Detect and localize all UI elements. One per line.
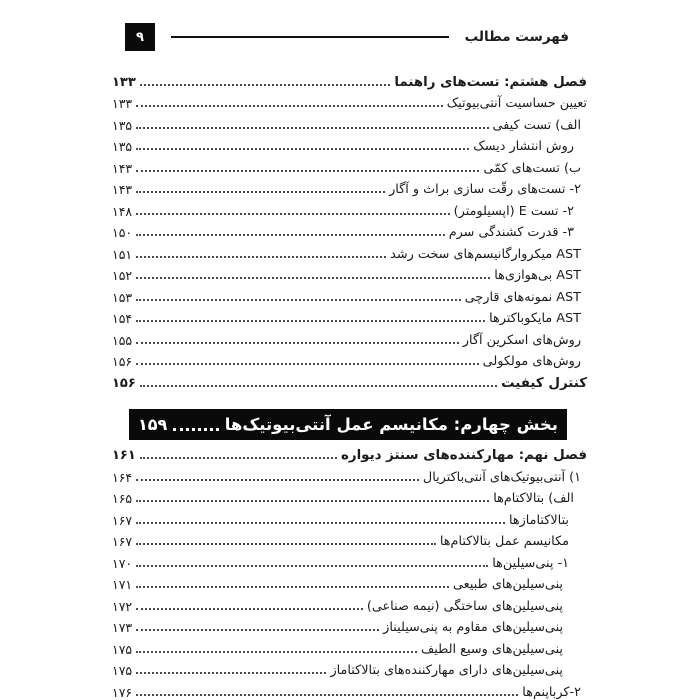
dotted-leader [136,148,469,150]
entry-page-number: ۱۵۳ [112,289,133,305]
entry-page-number: ۱۵۱ [112,246,133,262]
entry-title: فصل هشتم: تست‌های راهنما [394,74,587,90]
toc-block-1 [112,69,587,392]
toc-entry [112,155,587,177]
entry-page-number: ۱۷۰ [112,555,133,571]
toc-entry [112,112,587,134]
dotted-leader [136,500,489,502]
header-rule [171,36,449,39]
dotted-leader [136,543,436,545]
toc-entry [112,134,587,156]
entry-title: پنی‌سیلین‌های طبیعی [453,577,563,592]
toc-entry [112,198,587,220]
toc-entry [112,91,587,113]
toc-entry [112,241,587,263]
dotted-leader [136,651,417,653]
section-banner [129,409,567,440]
entry-title: مکانیسم عمل بتالاکتام‌ها [439,534,569,549]
entry-page-number: ۱۶۷ [112,512,133,528]
entry-title: پنی‌سیلین‌های مقاوم به پنی‌سیلیناز [383,620,563,635]
dotted-leader [173,428,218,431]
entry-page-number: ۱۷۲ [112,598,133,614]
toc-entry [112,593,587,615]
dotted-leader [136,586,449,588]
dotted-leader [136,299,461,301]
entry-page-number: ۱۵۶ [112,375,136,391]
entry-page-number: ۱۷۶ [112,684,133,700]
entry-page-number: ۱۴۳ [112,182,133,197]
toc-entry [112,658,587,680]
dotted-leader [136,672,326,674]
entry-title: الف) بتالاکتام‌ها [493,491,574,506]
toc-entry [112,679,587,700]
entry-title: بتالاکتامازها [508,512,569,528]
dotted-leader [136,522,505,524]
entry-title: ۲-کرباپنم‌ها [522,684,581,700]
entry-title: ۲- تست E (اپسیلومتر) [453,203,574,219]
dotted-leader [136,342,459,344]
dotted-leader [136,191,385,193]
entry-page-number: ۱۷۵ [112,641,133,657]
entry-page-number: ۱۷۳ [112,620,133,635]
entry-title: پنی‌سیلین‌های دارای مهارکننده‌های بتالاکتاماز [330,663,563,678]
toc-entry [112,464,587,486]
toc-entry [112,615,587,637]
toc-entry [112,443,587,465]
entry-page-number: ۱۵۲ [112,268,133,283]
toc-entry [112,529,587,551]
toc-entry [112,370,587,392]
dotted-leader [136,320,485,322]
dotted-leader [136,170,479,172]
entry-title: پنی‌سیلین‌های ساختگی (نیمه صناعی) [366,598,563,614]
entry-title: AST میکروارگانیسم‌های سخت رشد [390,246,581,262]
dotted-leader [136,105,443,107]
dotted-leader [136,608,363,610]
entry-page-number: ۱۵۰ [112,225,133,240]
toc-entry [112,636,587,658]
toc-block-2 [112,443,587,700]
dotted-leader [136,565,488,567]
toc-entry [112,284,587,306]
page-header [112,22,587,52]
dotted-leader [136,277,490,279]
entry-title: AST مایکوباکترها [489,311,581,326]
entry-title: ۱) آنتی‌بیوتیک‌های آنتی‌باکتریال [422,469,581,485]
entry-page-number: ۱۶۴ [112,469,133,485]
entry-page-number: ۱۴۸ [112,203,133,219]
toc-entry [112,220,587,242]
page-number-badge: ۹ [125,23,155,51]
dotted-leader [140,385,497,387]
dotted-leader [136,479,419,481]
toc-entry [112,306,587,328]
dotted-leader [140,84,391,86]
entry-title: الف) تست کیفی [492,117,581,133]
entry-page-number: ۱۳۳ [112,96,133,111]
entry-title: کنترل کیفیت [501,375,587,391]
entry-page-number: ۱۶۷ [112,534,133,549]
entry-page-number: ۱۳۵ [112,139,133,154]
entry-title: روش انتشار دیسک [473,139,574,154]
toc-entry [112,263,587,285]
toc-entry [112,327,587,349]
entry-title: ۳- قدرت کشندگی سرم [448,225,574,240]
entry-page-number: ۱۷۵ [112,663,133,678]
entry-page-number: ۱۳۵ [112,117,133,133]
toc-entry [112,572,587,594]
toc-entry [112,507,587,529]
entry-title: ب) تست‌های کمّی [483,160,581,176]
toc-entry [112,550,587,572]
header-title: فهرست مطالب [464,29,569,45]
dotted-leader [140,457,337,459]
entry-title: روش‌های اسکرین آگار [462,332,581,348]
dotted-leader [136,213,450,215]
entry-title: AST بی‌هوازی‌ها [494,268,581,283]
section-banner-page-number: ۱۵۹ [138,414,168,434]
entry-page-number: ۱۵۵ [112,332,133,348]
entry-title: روش‌های مولکولی [482,354,581,369]
entry-title: فصل نهم: مهارکننده‌های سنتز دیواره [340,448,587,463]
toc-entry [112,69,587,91]
entry-page-number: ۱۳۳ [112,74,136,90]
dotted-leader [136,694,518,696]
dotted-leader [136,234,445,236]
entry-title: ۲- تست‌های رقّت سازی براث و آگار [389,182,581,197]
dotted-leader [136,127,488,129]
toc-entry [112,486,587,508]
entry-title: ۱- پنی‌سیلین‌ها [492,555,569,571]
toc-entry [112,177,587,199]
entry-page-number: ۱۴۳ [112,160,133,176]
entry-title: پنی‌سیلین‌های وسیع الطیف [421,641,563,657]
dotted-leader [136,363,479,365]
entry-page-number: ۱۶۵ [112,491,133,506]
entry-page-number: ۱۶۱ [112,448,136,463]
entry-page-number: ۱۵۶ [112,354,133,369]
entry-page-number: ۱۷۱ [112,577,133,592]
dotted-leader [136,629,379,631]
entry-page-number: ۱۵۴ [112,311,133,326]
entry-title: تعیین حساسیت آنتی‌بیوتیک [446,96,587,111]
toc-entry [112,349,587,371]
dotted-leader [136,256,386,258]
section-banner-title: بخش چهارم: مکانیسم عمل آنتی‌بیوتیک‌ها [224,414,558,434]
entry-title: AST نمونه‌های قارچی [464,289,581,305]
